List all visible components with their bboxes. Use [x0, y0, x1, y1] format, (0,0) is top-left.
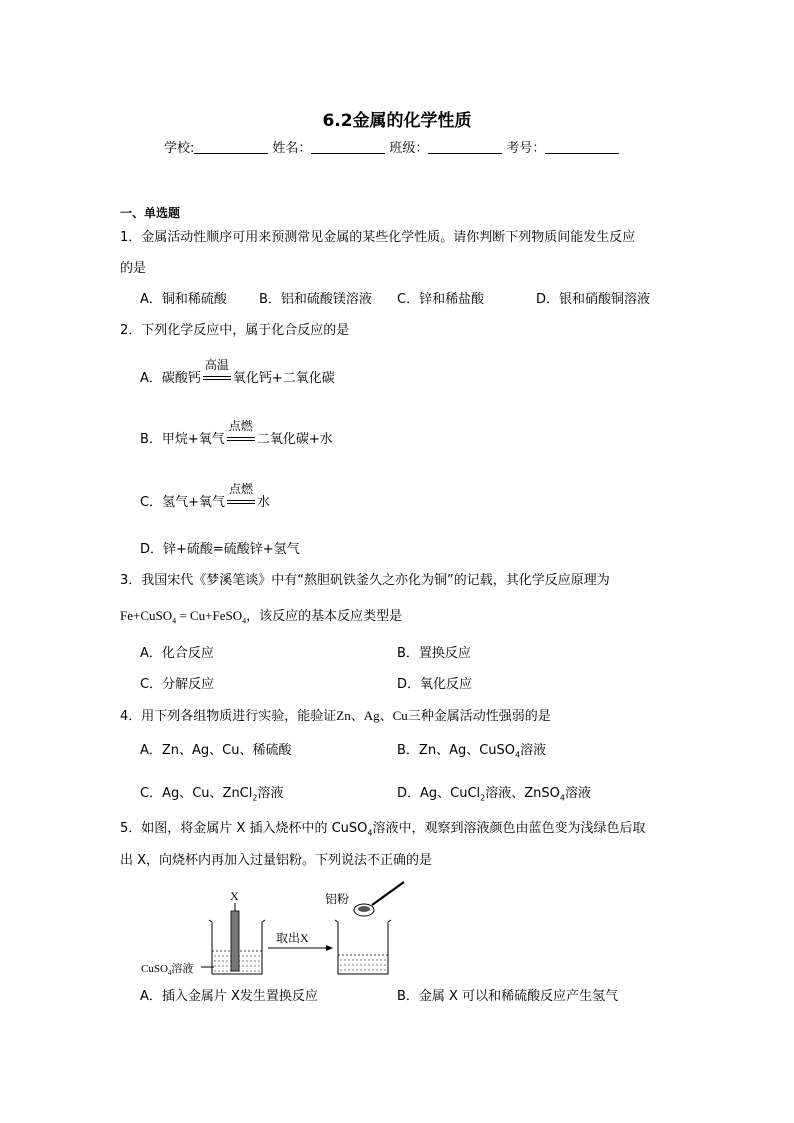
q2-stem: 2．下列化学反应中，属于化合反应的是 — [120, 323, 350, 338]
q4-option-d[interactable]: D．Ag、CuCl$_2$溶液、ZnSO$_4$溶液 — [397, 786, 592, 803]
q3-stem-line1: 3．我国宋代《梦溪笔谈》中有“熬胆矾铁釜久之亦化为铜”的记载，其化学反应原理为 — [120, 573, 610, 588]
q5-figure — [138, 875, 428, 980]
q3-option-c[interactable]: C．分解反应 — [140, 677, 215, 692]
q2-c-equals-sign — [227, 482, 255, 508]
solution-label: CuSO$_4$溶液 — [141, 963, 194, 977]
q2-b-reactant: B．甲烷+氧气 — [140, 432, 225, 447]
metal-x-label: X — [230, 889, 239, 903]
q4-option-a[interactable]: A．Zn、Ag、Cu、稀硫酸 — [140, 743, 292, 758]
q4-metals: Zn、Ag、Cu — [336, 708, 408, 723]
section-heading: 一、单选题 — [120, 206, 181, 220]
q1-stem-line1: 1．金属活动性顺序可用来预测常见金属的某些化学性质。请你判断下列物质间能发生反应 — [120, 230, 636, 245]
name-blank[interactable] — [311, 139, 385, 154]
arrow-label: 取出X — [276, 931, 309, 945]
q3-equation: Fe+CuSO$_4$ = Cu+FeSO$_4$ — [120, 608, 247, 626]
number-blank[interactable] — [545, 139, 619, 154]
q1-option-d[interactable]: D．银和硝酸铜溶液 — [536, 292, 651, 307]
class-blank[interactable] — [428, 139, 502, 154]
q5-stem-line2: 出 X，向烧杯内再加入过量铝粉。下列说法不正确的是 — [120, 853, 433, 868]
q5-option-a[interactable]: A．插入金属片 X发生置换反应 — [140, 989, 318, 1004]
school-blank[interactable] — [194, 139, 268, 154]
q1-stem-line2: 的是 — [120, 261, 147, 276]
page-title: 6.2金属的化学性质 — [322, 111, 472, 131]
metal-strip-x — [231, 911, 239, 971]
school-label: 学校: — [164, 141, 195, 156]
q4-option-b[interactable]: B．Zn、Ag、CuSO$_4$溶液 — [397, 743, 547, 760]
q2-a-reactant: A．碳酸钙 — [140, 371, 201, 386]
q5-stem-line1: 5．如图，将金属片 X 插入烧杯中的 CuSO$_4$溶液中，观察到溶液颜色由蓝色变为浅绿色后取 — [120, 821, 646, 838]
q1-option-c[interactable]: C．锌和稀盐酸 — [397, 292, 485, 307]
number-label: 考号： — [506, 141, 546, 156]
class-label: 班级： — [389, 141, 429, 156]
q2-b-product: 二氧化碳+水 — [256, 432, 333, 447]
aluminum-label: 铝粉 — [325, 892, 350, 906]
q1-option-a[interactable]: A．铜和稀硫酸 — [140, 292, 227, 307]
q2-option-b[interactable] — [140, 419, 333, 449]
q2-c-reactant: C．氢气+氧气 — [140, 495, 225, 510]
q3-option-a[interactable]: A．化合反应 — [140, 646, 214, 661]
q2-option-a[interactable] — [140, 358, 335, 388]
q3-option-d[interactable]: D．氧化反应 — [397, 677, 473, 692]
q3-stem-tail: ，该反应的基本反应类型是 — [246, 609, 403, 624]
spoon-handle — [372, 882, 404, 905]
q2-a-product: 氧化钙+二氧化碳 — [232, 371, 335, 386]
q4-stem: 4．用下列各组物质进行实验，能验证Zn、Ag、Cu三种金属活动性强弱的是 — [120, 708, 551, 724]
q2-a-equals-sign — [203, 358, 231, 384]
aluminum-powder — [358, 906, 370, 912]
q2-a-condition: 高温 — [204, 358, 229, 372]
q2-option-d[interactable]: D．锌+硫酸=硫酸锌+氢气 — [140, 542, 300, 557]
q2-option-c[interactable] — [140, 482, 270, 512]
q2-b-equals-sign — [227, 419, 255, 445]
name-label: 姓名： — [272, 141, 312, 156]
q2-b-condition: 点燃 — [228, 419, 253, 433]
q3-stem-line2 — [120, 607, 402, 631]
q2-c-condition: 点燃 — [228, 482, 253, 496]
student-info — [164, 139, 623, 158]
q1-option-b[interactable]: B．铝和硫酸镁溶液 — [259, 292, 372, 307]
q2-c-product: 水 — [256, 495, 270, 510]
beaker-2 — [338, 922, 388, 974]
q4-option-c[interactable]: C．Ag、Cu、ZnCl$_2$溶液 — [140, 786, 284, 803]
q5-option-b[interactable]: B．金属 X 可以和稀硫酸反应产生氢气 — [397, 989, 619, 1004]
q3-option-b[interactable]: B．置换反应 — [397, 646, 471, 661]
